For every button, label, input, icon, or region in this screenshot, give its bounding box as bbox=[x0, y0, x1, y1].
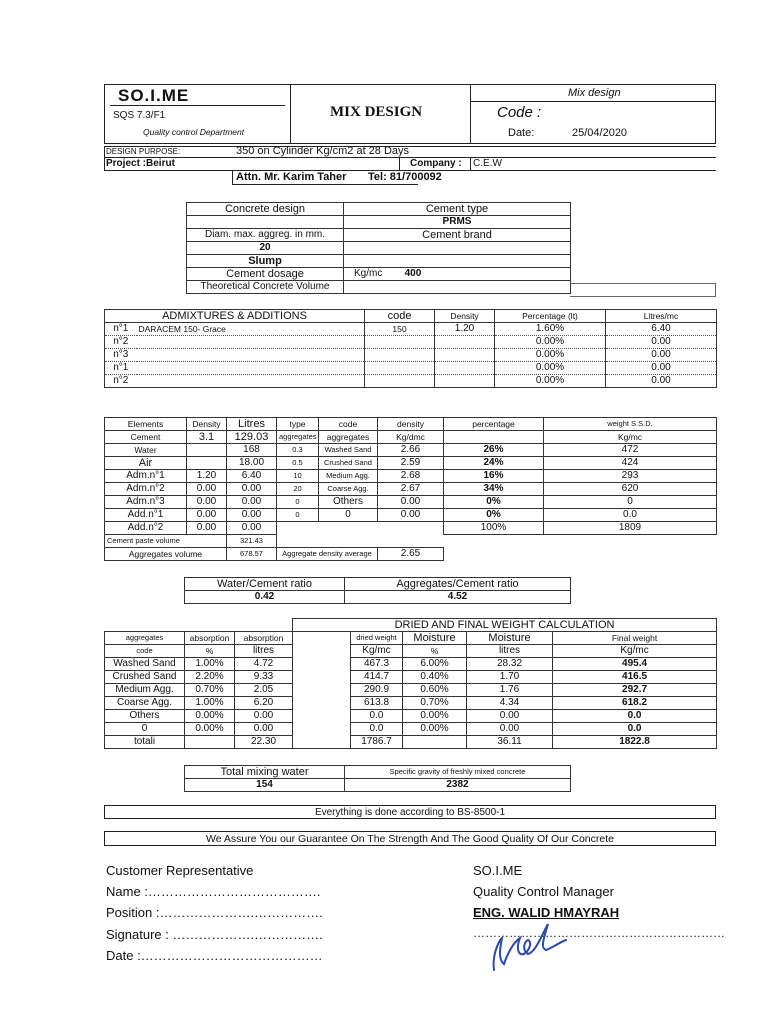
attention-label: Attn. Mr. Karim Taher bbox=[236, 171, 347, 183]
elements-header: Elements bbox=[105, 418, 187, 431]
table-row: Coarse Agg. 1.00% 6.20 613.8 0.70% 4.34 618.2 bbox=[105, 697, 717, 710]
ratios-table bbox=[184, 577, 571, 604]
table-row: Medium Agg. 0.70% 2.05 290.9 0.60% 1.76 292.7 bbox=[105, 684, 717, 697]
cement-litres: 129.03 bbox=[227, 431, 277, 444]
date-field: Date :…………………………………… bbox=[106, 948, 323, 963]
customer-representative-label: Customer Representative bbox=[106, 863, 254, 878]
project-label: Project :Beirut bbox=[106, 158, 175, 169]
cement-label: Cement bbox=[105, 431, 187, 444]
cement-type-label: Cement type bbox=[344, 203, 571, 216]
specific-gravity-value: 2382 bbox=[345, 779, 571, 792]
department-label: Quality control Department bbox=[143, 127, 245, 137]
cement-paste-value: 321.43 bbox=[227, 535, 277, 548]
moisture-litres-header: Moisture bbox=[467, 632, 553, 645]
date-value: 25/04/2020 bbox=[572, 127, 628, 139]
slump-label: Slump bbox=[187, 255, 344, 268]
table-row: Adm.n°2 0.00 0.00 20 Coarse Agg. 2.67 34% 620 bbox=[105, 483, 717, 496]
position-field: Position :………………….……………. bbox=[106, 905, 323, 920]
percentage-header: percentage bbox=[444, 418, 544, 431]
table-row: Water 168 0.3 Washed Sand 2.66 26% 472 bbox=[105, 444, 717, 457]
signature-field: Signature : ……………….……………. bbox=[106, 927, 323, 942]
name-field: Name :…………………………………. bbox=[106, 884, 321, 899]
guarantee-note: We Assure You our Guarantee On The Strength And The Good Quality Of Our Concrete bbox=[104, 831, 716, 846]
page-title: MIX DESIGN bbox=[330, 104, 423, 120]
telephone-label: Tel: 81/700092 bbox=[368, 171, 442, 183]
form-code: SQS 7.3/F1 bbox=[113, 110, 166, 121]
table-row: n°1 DARACEM 150- Grace 150 1.20 1.60% 6.40 bbox=[105, 323, 717, 336]
aggregate-density-value: 2.65 bbox=[378, 548, 444, 561]
cement-type-value: PRMS bbox=[344, 216, 571, 229]
table-row: n°3 0.00% 0.00 bbox=[105, 349, 717, 362]
aggregates-header: aggregates bbox=[105, 632, 185, 645]
top-right-caption: Mix design bbox=[568, 87, 621, 99]
litres-header: Litres bbox=[227, 418, 277, 431]
dosage-unit: Kg/mc bbox=[354, 268, 383, 279]
table-row: Washed Sand 1.00% 4.72 467.3 6.00% 28.32 495.4 bbox=[105, 658, 717, 671]
cement-paste-label: Cement paste volume bbox=[105, 535, 227, 548]
aggregates-cement-label: Aggregates/Cement ratio bbox=[345, 578, 571, 591]
aggregates-volume-value: 678.57 bbox=[227, 548, 277, 561]
manager-name: ENG. WALID HMAYRAH bbox=[473, 905, 620, 920]
final-weight-header: Final weight bbox=[553, 632, 717, 645]
total-mixing-water-label: Total mixing water bbox=[185, 766, 345, 779]
diameter-value: 20 bbox=[187, 242, 344, 255]
company-value: C.E.W bbox=[473, 158, 502, 169]
table-row: Add.n°2 0.00 0.00 100% 1809 bbox=[105, 522, 717, 535]
concrete-design-label: Concrete design bbox=[187, 203, 344, 216]
table-row: Air 18.00 0.5 Crushed Sand 2.59 24% 424 bbox=[105, 457, 717, 470]
density-unit: Kg/dmc bbox=[378, 431, 444, 444]
cement-brand-label: Cement brand bbox=[344, 229, 571, 242]
table-row: Adm.n°3 0.00 0.00 0 Others 0.00 0% 0 bbox=[105, 496, 717, 509]
manager-signature bbox=[480, 912, 570, 976]
table-row: n°1 0.00% 0.00 bbox=[105, 362, 717, 375]
table-row: totali 22.30 1786.7 36.11 1822.8 bbox=[105, 736, 717, 749]
absorption-header: absorption bbox=[185, 632, 235, 645]
admixtures-litres-header: Litres/mc bbox=[606, 310, 717, 323]
admixtures-table bbox=[104, 309, 717, 388]
table-row: 0 0.00% 0.00 0.0 0.00% 0.00 0.0 bbox=[105, 723, 717, 736]
company-signoff: SO.I.ME bbox=[473, 863, 523, 878]
table-row: Add.n°1 0.00 0.00 0 0 0.00 0% 0.0 bbox=[105, 509, 717, 522]
dried-weight-title: DRIED AND FINAL WEIGHT CALCULATION bbox=[293, 619, 717, 632]
code-header: code bbox=[319, 418, 378, 431]
weight-unit: Kg/mc bbox=[544, 431, 717, 444]
concrete-design-table bbox=[186, 202, 571, 294]
aggregates-volume-label: Aggregates volume bbox=[105, 548, 227, 561]
admixtures-code-header: code bbox=[365, 310, 435, 323]
dried-weight-table: DRIED AND FINAL WEIGHT CALCULATION aggregates absorption absorption dried weight Moisture Moisture Final weight code % litres Kg/mc % litres Kg/mc Washed Sand 1.00% 4.72 467.3 6.00% 28.32 495.4 Crushed Sand 2.20% 9.33 414.7 0.40% 1.70 416.5 Medium Agg. 0.70% 2.05 290.9 0.60% 1.76 292.7 Coarse Agg. 1.00% 6.20 613.8 0.70% 4.34 618.2 Others 0.00% 0.00 0.0 0.00% 0.00 0.0 0 0.00% 0.00 0.0 0.00% 0.00 0.0 totali 22.30 1786.7 36.11 1822.8 bbox=[104, 618, 717, 749]
density-header: Density bbox=[187, 418, 227, 431]
table-row: Adm.n°1 1.20 6.40 10 Medium Agg. 2.68 16% 293 bbox=[105, 470, 717, 483]
total-mixing-water-value: 154 bbox=[185, 779, 345, 792]
admixtures-percentage-header: Percentage (lt) bbox=[495, 310, 606, 323]
date-label: Date: bbox=[508, 127, 535, 139]
cement-dosage-label: Cement dosage bbox=[187, 268, 344, 281]
elements-table bbox=[104, 417, 717, 561]
theoretical-volume-label: Theoretical Concrete Volume bbox=[187, 281, 344, 294]
table-row: Others 0.00% 0.00 0.0 0.00% 0.00 0.0 bbox=[105, 710, 717, 723]
type-header: type bbox=[277, 418, 319, 431]
density2-header: density bbox=[378, 418, 444, 431]
table-row: Crushed Sand 2.20% 9.33 414.7 0.40% 1.70 416.5 bbox=[105, 671, 717, 684]
design-purpose-value: 350 on Cylinder Kg/cm2 at 28 Days bbox=[236, 145, 410, 157]
company-label: Company : bbox=[410, 158, 462, 169]
dosage-value: 400 bbox=[404, 268, 422, 279]
design-purpose-label: DESIGN PURPOSE: bbox=[106, 147, 181, 156]
manager-role: Quality Control Manager bbox=[473, 884, 614, 899]
cement-density: 3.1 bbox=[187, 431, 227, 444]
weight-header: weight S.S.D. bbox=[544, 418, 717, 431]
diameter-label: Diam. max. aggreg. in mm. bbox=[187, 229, 344, 242]
totals-table bbox=[184, 765, 571, 792]
absorption-litres-header: absorption bbox=[235, 632, 293, 645]
water-cement-value: 0.42 bbox=[185, 591, 345, 604]
dried-weight-header: dried weight bbox=[351, 632, 403, 645]
code-subheader: aggregates bbox=[319, 431, 378, 444]
aggregates-cement-value: 4.52 bbox=[345, 591, 571, 604]
moisture-header: Moisture bbox=[403, 632, 467, 645]
type-subheader: aggregates bbox=[277, 431, 319, 444]
company-logo: SO.I.ME bbox=[118, 86, 190, 105]
standard-note: Everything is done according to BS-8500-1 bbox=[104, 805, 716, 819]
aggregate-density-label: Aggregate density average bbox=[277, 548, 378, 561]
table-row: n°2 0.00% 0.00 bbox=[105, 336, 717, 349]
table-row: n°2 0.00% 0.00 bbox=[105, 375, 717, 388]
specific-gravity-label: Specific gravity of freshly mixed concrete bbox=[345, 766, 571, 779]
admixtures-heading: ADMIXTURES & ADDITIONS bbox=[105, 310, 365, 323]
admixtures-density-header: Density bbox=[435, 310, 495, 323]
code-label: Code : bbox=[497, 104, 542, 121]
manager-signature-line: ……………………………………………………… bbox=[473, 926, 725, 940]
water-cement-label: Water/Cement ratio bbox=[185, 578, 345, 591]
